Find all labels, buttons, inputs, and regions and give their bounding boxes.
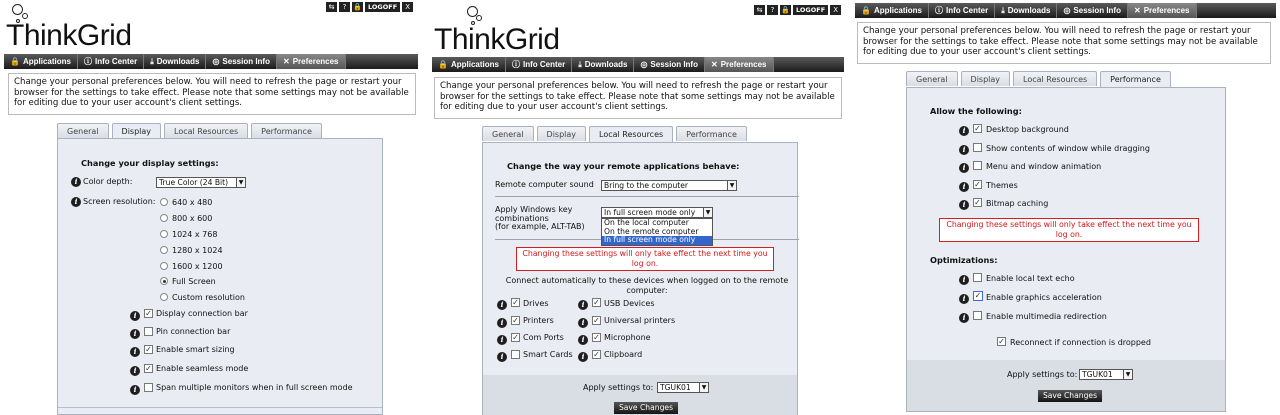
local-resources-panel xyxy=(428,0,848,415)
info-icon: ⓘ xyxy=(934,6,943,15)
device-label: Smart Cards xyxy=(523,350,573,359)
resolution-option: Full Screen xyxy=(172,277,216,286)
option-label: Enable graphics acceleration xyxy=(986,293,1102,302)
resolution-radio[interactable] xyxy=(160,214,168,222)
info-icon[interactable]: i xyxy=(959,275,969,285)
download-icon: ⤓ xyxy=(578,60,582,69)
help-icon[interactable]: ? xyxy=(339,2,350,12)
info-icon[interactable]: i xyxy=(130,347,140,357)
local-heading: Change the way your remote applications behave: xyxy=(507,161,740,171)
allow-heading: Allow the following: xyxy=(930,106,1022,116)
info-icon[interactable]: i xyxy=(578,352,588,362)
multimedia-redirection-checkbox[interactable] xyxy=(973,311,982,320)
resolution-option: 640 x 480 xyxy=(172,198,213,207)
nav-session-info[interactable]: ◎ Session Info xyxy=(634,57,705,72)
device-label: Printers xyxy=(523,316,554,325)
nav-applications[interactable]: 🔒 Applications xyxy=(4,54,78,69)
info-icon[interactable]: i xyxy=(578,318,588,328)
option-label: Display connection bar xyxy=(156,309,248,318)
resolution-option: 1024 x 768 xyxy=(172,230,218,239)
display-preferences-panel xyxy=(0,0,422,415)
nav-downloads[interactable]: ⤓ Downloads xyxy=(144,54,206,69)
dropdown-option[interactable]: On the local computer xyxy=(604,218,689,227)
resolution-label: Screen resolution: xyxy=(83,197,156,206)
tab-general[interactable]: General xyxy=(482,126,534,141)
chevron-down-icon: ▼ xyxy=(236,178,245,187)
display-settings-box xyxy=(57,138,383,415)
reconnect-label: Reconnect if connection is dropped xyxy=(1010,338,1151,347)
preference-tabs xyxy=(482,126,747,142)
keys-select[interactable]: In full screen mode only ▼ xyxy=(601,207,713,218)
help-icon[interactable]: ? xyxy=(767,5,778,15)
sound-label: Remote computer sound xyxy=(495,180,594,189)
tab-general[interactable]: General xyxy=(57,123,109,138)
logo-text: ThinkGrid xyxy=(434,23,560,56)
preferences-description: Change your personal preferences below. You will need to refresh the page or restart your browser for the settings to take effect. Please note that some settings may not be available for editing due to your user account's client settings. xyxy=(857,22,1271,64)
info-icon[interactable]: i xyxy=(578,335,588,345)
apply-settings-select[interactable]: TGUK01 ▼ xyxy=(657,382,709,393)
nav-session-info[interactable]: ◎ Session Info xyxy=(1057,3,1128,18)
lock-icon: 🔒 xyxy=(861,6,871,15)
local-text-echo-checkbox[interactable] xyxy=(973,273,982,282)
desktop-background-checkbox[interactable]: ✓ xyxy=(974,124,981,133)
chevron-down-icon: ▼ xyxy=(727,181,736,190)
logo-text: ThinkGrid xyxy=(6,19,132,52)
connect-devices-text: Connect automatically to these devices when logged on to the remote computer: xyxy=(505,276,789,295)
nav-applications[interactable]: 🔒 Applications xyxy=(855,3,929,18)
option-label: Enable multimedia redirection xyxy=(986,312,1107,321)
reconnect-checkbox[interactable]: ✓ xyxy=(998,337,1005,346)
resolution-radio[interactable] xyxy=(160,198,168,206)
apply-settings-label: Apply settings to: xyxy=(583,383,654,392)
option-label: Enable local text echo xyxy=(986,274,1075,283)
tab-performance[interactable]: Performance xyxy=(676,126,747,141)
info-icon[interactable]: i xyxy=(578,300,588,310)
color-depth-select[interactable]: True Color (24 Bit) ▼ xyxy=(156,177,246,188)
info-icon[interactable]: i xyxy=(130,311,140,321)
info-icon[interactable]: i xyxy=(959,200,969,210)
logo-circle-medium xyxy=(476,15,482,21)
window-drag-checkbox[interactable] xyxy=(973,143,982,152)
nav-info-center[interactable]: ⓘ Info Center xyxy=(929,3,995,18)
drives-checkbox[interactable]: ✓ xyxy=(512,298,519,307)
swap-icon[interactable]: ⇆ xyxy=(754,5,765,15)
download-icon: ⤓ xyxy=(150,57,154,66)
download-icon: ⤓ xyxy=(1001,6,1005,15)
option-label: Show contents of window while dragging xyxy=(986,144,1150,153)
wrench-icon: ✕ xyxy=(710,60,718,69)
tab-display[interactable]: Display xyxy=(961,71,1011,86)
local-resources-box xyxy=(482,142,798,415)
settings-warning: Changing these settings will only take effect the next time you log on. xyxy=(516,247,774,271)
tab-display[interactable]: Display xyxy=(537,126,587,141)
nav-session-info[interactable]: ◎ Session Info xyxy=(206,54,277,69)
info-icon[interactable]: i xyxy=(959,163,969,173)
logoff-button[interactable]: LOGOFF xyxy=(365,2,400,12)
dropdown-option[interactable]: On the remote computer xyxy=(604,226,699,236)
lock-icon[interactable]: 🔒 xyxy=(781,6,790,14)
preference-tabs xyxy=(57,123,322,139)
save-changes-button[interactable]: Save Changes xyxy=(614,402,678,414)
universal-printers-checkbox[interactable]: ✓ xyxy=(593,316,600,325)
tab-local-resources[interactable]: Local Resources xyxy=(1013,71,1097,86)
nav-preferences[interactable]: ✕ Preferences xyxy=(705,57,774,72)
info-icon[interactable]: i xyxy=(959,145,969,155)
preference-tabs xyxy=(906,71,1171,87)
option-label: Desktop background xyxy=(986,125,1069,134)
device-label: Microphone xyxy=(604,333,651,342)
tab-performance[interactable]: Performance xyxy=(251,123,322,138)
display-heading: Change your display settings: xyxy=(81,158,219,168)
divider xyxy=(495,239,601,240)
lock-icon[interactable]: 🔒 xyxy=(353,3,362,11)
tab-display[interactable]: Display xyxy=(112,123,162,139)
info-icon[interactable]: i xyxy=(959,313,969,323)
resolution-option: 800 x 600 xyxy=(172,214,213,223)
device-label: Clipboard xyxy=(604,350,643,359)
apply-settings-select[interactable]: TGUK01 ▼ xyxy=(1079,369,1133,380)
info-icon[interactable]: i xyxy=(130,366,140,376)
option-label: Bitmap caching xyxy=(986,199,1049,208)
nav-downloads[interactable]: ⤓ Downloads xyxy=(572,57,634,72)
close-icon[interactable]: X xyxy=(402,2,413,12)
session-icon: ◎ xyxy=(640,60,648,69)
lock-icon: 🔒 xyxy=(10,57,20,66)
optimizations-heading: Optimizations: xyxy=(930,255,998,265)
resolution-option: Custom resolution xyxy=(172,293,245,302)
lock-icon: 🔒 xyxy=(438,60,448,69)
logoff-button[interactable]: LOGOFF xyxy=(793,5,828,15)
save-changes-button[interactable]: Save Changes xyxy=(1038,390,1102,402)
performance-panel xyxy=(853,0,1280,415)
main-nav xyxy=(4,54,418,69)
main-nav xyxy=(432,57,844,72)
info-icon[interactable]: i xyxy=(130,385,140,395)
graphics-acceleration-checkbox[interactable]: ✓ xyxy=(974,291,982,300)
usb-devices-checkbox[interactable]: ✓ xyxy=(593,298,600,307)
swap-icon[interactable]: ⇆ xyxy=(326,2,337,12)
info-icon[interactable]: i xyxy=(497,335,507,345)
resolution-radio[interactable] xyxy=(160,230,168,238)
menu-animation-checkbox[interactable] xyxy=(973,161,982,170)
nav-preferences[interactable]: ✕ Preferences xyxy=(1128,3,1197,18)
chevron-down-icon: ▼ xyxy=(703,208,712,217)
printers-checkbox[interactable]: ✓ xyxy=(512,316,519,325)
device-label: USB Devices xyxy=(604,299,655,308)
nav-info-center[interactable]: ⓘ Info Center xyxy=(506,57,572,72)
nav-info-center[interactable]: ⓘ Info Center xyxy=(78,54,144,69)
tab-performance[interactable]: Performance xyxy=(1100,71,1171,87)
option-label: Menu and window animation xyxy=(986,162,1102,171)
nav-downloads[interactable]: ⤓ Downloads xyxy=(995,3,1057,18)
info-icon[interactable]: i xyxy=(71,197,81,207)
info-icon: ⓘ xyxy=(83,57,92,66)
resolution-radio[interactable] xyxy=(160,262,168,270)
keys-label: Apply Windows key combinations (for example, ALT-TAB) xyxy=(495,205,585,231)
dropdown-option-highlighted[interactable]: In full screen mode only xyxy=(602,236,712,245)
resolution-radio-selected[interactable] xyxy=(160,277,168,285)
apply-footer xyxy=(907,360,1225,411)
tab-local-resources[interactable]: Local Resources xyxy=(164,123,248,138)
display-connection-bar-checkbox[interactable]: ✓ xyxy=(145,309,152,318)
info-icon[interactable]: i xyxy=(130,329,140,339)
session-icon: ◎ xyxy=(212,57,220,66)
resolution-option: 1280 x 1024 xyxy=(172,246,223,255)
divider xyxy=(58,407,382,408)
info-icon[interactable]: i xyxy=(497,318,507,328)
smart-cards-checkbox[interactable] xyxy=(511,350,520,359)
tab-local-resources[interactable]: Local Resources xyxy=(589,126,673,142)
option-label: Enable seamless mode xyxy=(156,364,249,373)
divider xyxy=(495,196,799,197)
info-icon[interactable]: i xyxy=(71,177,81,187)
sound-select[interactable]: Bring to the computer ▼ xyxy=(601,180,737,191)
info-icon[interactable]: i xyxy=(497,352,507,362)
performance-box xyxy=(906,87,1226,412)
option-label: Span multiple monitors when in full screen mode xyxy=(156,383,353,392)
resolution-radio[interactable] xyxy=(160,246,168,254)
resolution-radio[interactable] xyxy=(160,293,168,301)
span-monitors-checkbox[interactable] xyxy=(144,383,153,392)
info-icon[interactable]: i xyxy=(959,126,969,136)
clipboard-checkbox[interactable]: ✓ xyxy=(593,350,600,359)
preferences-description: Change your personal preferences below. You will need to refresh the page or restart your browser for the settings to take effect. Please note that some settings may not be available for editing due to your user account's client settings. xyxy=(434,77,842,119)
option-label: Themes xyxy=(986,181,1018,190)
wrench-icon: ✕ xyxy=(1133,6,1141,15)
keys-dropdown xyxy=(601,218,713,246)
info-icon[interactable]: i xyxy=(959,294,969,304)
info-icon[interactable]: i xyxy=(959,182,969,192)
session-icon: ◎ xyxy=(1063,6,1071,15)
wrench-icon: ✕ xyxy=(282,57,290,66)
main-nav xyxy=(855,3,1276,18)
divider xyxy=(713,239,799,240)
resolution-option: 1600 x 1200 xyxy=(172,262,223,271)
chevron-down-icon: ▼ xyxy=(699,383,708,392)
top-toolbar xyxy=(326,2,413,12)
device-label: Universal printers xyxy=(604,316,676,325)
apply-settings-label: Apply settings to: xyxy=(1007,370,1078,379)
logo-circle-large xyxy=(12,4,23,15)
themes-checkbox[interactable]: ✓ xyxy=(974,180,981,189)
nav-preferences[interactable]: ✕ Preferences xyxy=(277,54,346,69)
bitmap-caching-checkbox[interactable]: ✓ xyxy=(974,198,981,207)
info-icon[interactable]: i xyxy=(497,300,507,310)
option-label: Enable smart sizing xyxy=(156,345,235,354)
info-icon: ⓘ xyxy=(511,60,520,69)
settings-warning: Changing these settings will only take effect the next time you log on. xyxy=(939,218,1199,242)
pin-connection-bar-checkbox[interactable] xyxy=(144,327,153,336)
microphone-checkbox[interactable]: ✓ xyxy=(593,333,600,342)
chevron-down-icon: ▼ xyxy=(1123,370,1132,379)
tab-general[interactable]: General xyxy=(906,71,958,86)
top-toolbar xyxy=(754,5,841,15)
device-label: Com Ports xyxy=(523,333,564,342)
close-icon[interactable]: X xyxy=(830,5,841,15)
color-depth-label: Color depth: xyxy=(83,177,133,186)
com-ports-checkbox[interactable]: ✓ xyxy=(512,333,519,342)
smart-sizing-checkbox[interactable]: ✓ xyxy=(145,345,152,354)
nav-applications[interactable]: 🔒 Applications xyxy=(432,57,506,72)
preferences-description: Change your personal preferences below. You will need to refresh the page or restart your browser for the settings to take effect. Please note that some settings may not be available for editing due to your user account's client settings. xyxy=(8,73,416,115)
device-label: Drives xyxy=(523,299,549,308)
seamless-mode-checkbox[interactable]: ✓ xyxy=(145,364,152,373)
option-label: Pin connection bar xyxy=(156,327,231,336)
